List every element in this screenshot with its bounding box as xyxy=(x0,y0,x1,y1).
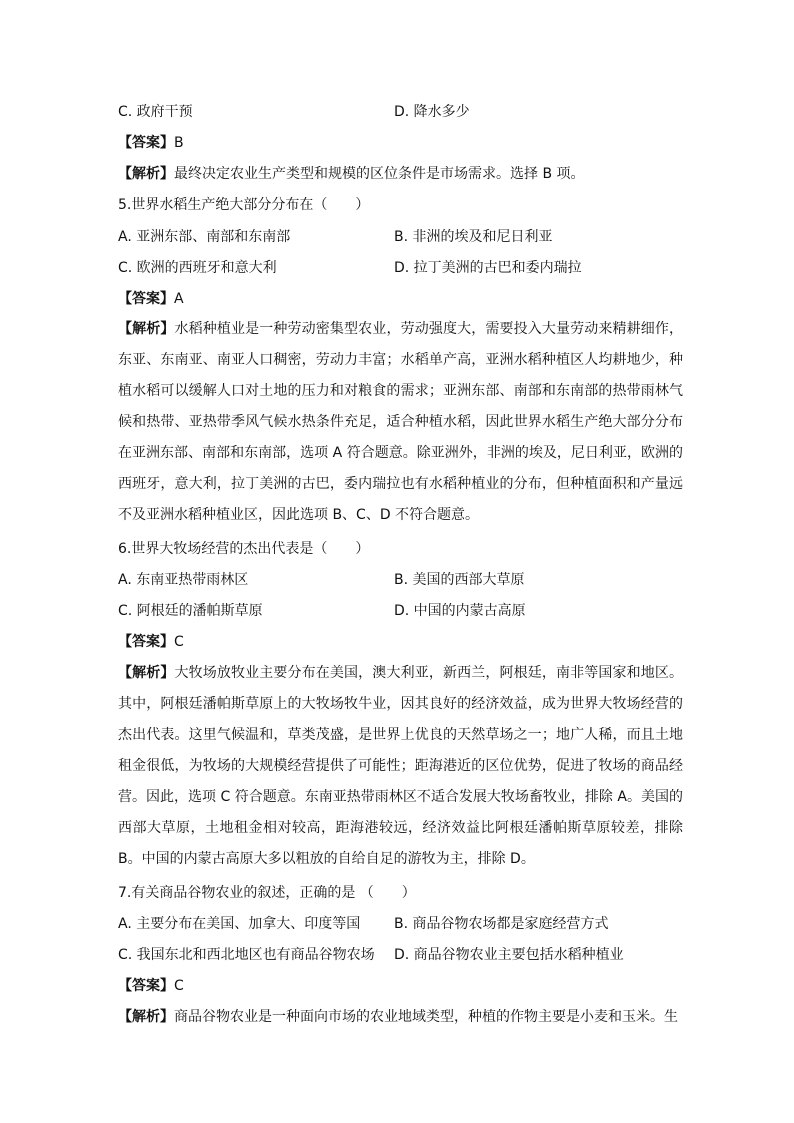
q4-answer xyxy=(118,135,184,151)
q6-option-a: A. 东南亚热带雨林区 xyxy=(118,572,249,588)
q6-option-b: B. 美国的西部大草原 xyxy=(394,572,525,588)
analysis-label: 【解析】 xyxy=(118,1009,174,1025)
analysis-text: 商品谷物农业是一种面向市场的农业地域类型，种植的作物主要是小麦和玉米。生 xyxy=(174,1009,678,1025)
analysis-label: 【解析】 xyxy=(118,665,175,681)
q6-option-d: D. 中国的内蒙古高原 xyxy=(394,603,526,619)
answer-value: A xyxy=(174,291,184,307)
answer-label: 【答案】 xyxy=(118,634,174,650)
q5-option-a: A. 亚洲东部、南部和东南部 xyxy=(118,229,291,245)
q7-analysis xyxy=(118,1009,678,1025)
q7-option-a: A. 主要分布在美国、加拿大、印度等国 xyxy=(118,916,361,932)
q6-option-c: C. 阿根廷的潘帕斯草原 xyxy=(118,603,263,619)
q5-option-b: B. 非洲的埃及和尼日利亚 xyxy=(394,229,553,245)
q5-analysis xyxy=(118,314,683,531)
analysis-text: 大牧场放牧业主要分布在美国，澳大利亚，新西兰，阿根廷，南非等国家和地区。其中，阿根廷潘帕斯草原上的大牧场牧牛业，因其良好的经济效益，成为世界大牧场经营的杰出代表。这里气候温和，草类茂盛，是世界上优良的天然草场之一；地广人稀，而且土地租金很低，为牧场的大规模经营提供了可能性；距海港近的区位优势，促进了牧场的商品经营。因此，选项 C 符合题意。东南亚热带雨林区不适合发展大牧场畜牧业，排除 A。美国的西部大草原，土地租金相对较高，距海港较远，经济效益比阿根廷潘帕斯草原较差，排除 B。中国的内蒙古高原大多以粗放的自给自足的游牧为主，排除 D。 xyxy=(118,665,684,867)
answer-value: B xyxy=(174,135,184,151)
q5-stem: 5.世界水稻生产绝大部分分布在（ ） xyxy=(118,197,370,213)
q7-stem: 7.有关商品谷物农业的叙述，正确的是 （ ） xyxy=(118,885,416,901)
q5-answer xyxy=(118,291,184,307)
answer-label: 【答案】 xyxy=(118,291,174,307)
q5-option-c: C. 欧洲的西班牙和意大利 xyxy=(118,260,277,276)
answer-value: C xyxy=(174,634,184,650)
q7-option-c: C. 我国东北和西北地区也有商品谷物农场 xyxy=(118,947,375,963)
analysis-text: 水稻种植业是一种劳动密集型农业，劳动强度大，需要投入大量劳动来精耕细作，东亚、东南亚、南亚人口稠密，劳动力丰富；水稻单产高，亚洲水稻种植区人均耕地少，种植水稻可以缓解人口对土地的压力和对粮食的需求；亚洲东部、南部和东南部的热带雨林气候和热带、亚热带季风气候水热条件充足，适合种植水稻，因此世界水稻生产绝大部分分布在亚洲东部、南部和东南部，选项 A 符合题意。除亚洲外，非洲的埃及，尼日利亚，欧洲的西班牙，意大利，拉丁美洲的古巴，委内瑞拉也有水稻种植业的分布，但种植面积和产量远不及亚洲水稻种植业区，因此选项 B、C、D 不符合题意。 xyxy=(118,321,684,523)
answer-label: 【答案】 xyxy=(118,978,174,994)
answer-label: 【答案】 xyxy=(118,135,174,151)
q6-answer xyxy=(118,634,184,650)
q7-option-b: B. 商品谷物农场都是家庭经营方式 xyxy=(394,916,609,932)
q6-stem: 6.世界大牧场经营的杰出代表是（ ） xyxy=(118,541,370,557)
q4-option-c: C. 政府干预 xyxy=(118,104,193,120)
q4-analysis xyxy=(118,166,585,182)
q4-option-d: D. 降水多少 xyxy=(394,104,470,120)
q7-answer xyxy=(118,978,184,994)
q6-analysis xyxy=(118,658,683,875)
analysis-label: 【解析】 xyxy=(118,321,175,337)
q7-option-d: D. 商品谷物农业主要包括水稻种植业 xyxy=(394,947,624,963)
answer-value: C xyxy=(174,978,184,994)
q5-option-d: D. 拉丁美洲的古巴和委内瑞拉 xyxy=(394,260,582,276)
analysis-label: 【解析】 xyxy=(118,166,174,182)
analysis-text: 最终决定农业生产类型和规模的区位条件是市场需求。选择 B 项。 xyxy=(174,166,585,182)
